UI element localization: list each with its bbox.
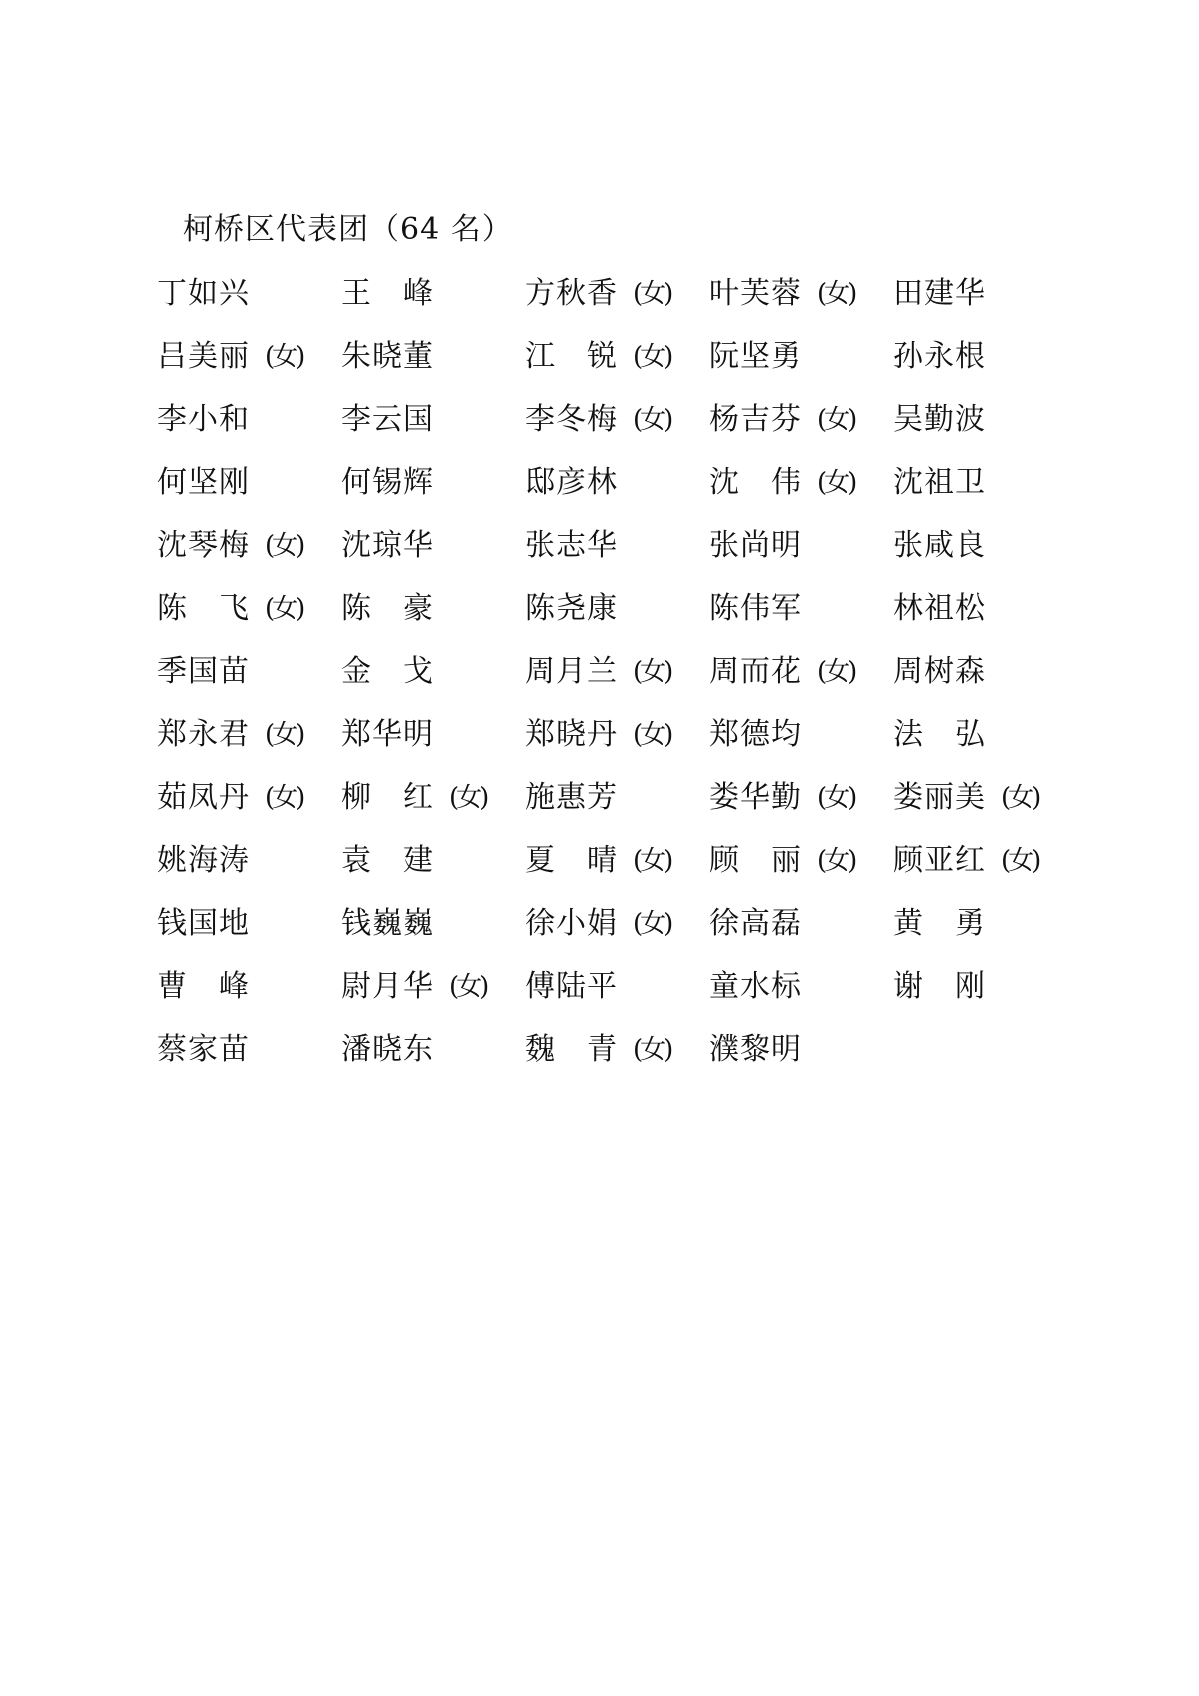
- member-name: 黄 勇: [893, 905, 986, 941]
- female-marker: (女): [633, 404, 671, 435]
- member-name: 顾亚红: [893, 842, 986, 878]
- member-name: 江 锐: [525, 338, 618, 374]
- female-marker: (女): [265, 341, 303, 372]
- member-name: 沈琴梅: [157, 527, 250, 563]
- member-entry: [341, 335, 525, 379]
- member-name: 孙永根: [893, 338, 986, 374]
- member-name: 姚海涛: [157, 842, 250, 878]
- member-name: 金 戈: [341, 653, 434, 689]
- member-name: 何坚刚: [157, 464, 250, 500]
- female-marker: (女): [817, 404, 855, 435]
- member-name: 柳 红: [341, 779, 434, 815]
- member-name: 周树森: [893, 653, 986, 689]
- member-entry: [341, 776, 525, 820]
- member-name: 吕美丽: [157, 338, 250, 374]
- member-entry: [157, 902, 341, 946]
- member-entry: [341, 1028, 525, 1072]
- member-name: 陈伟军: [709, 590, 802, 626]
- female-marker: (女): [633, 1034, 671, 1065]
- member-row: [157, 766, 1087, 829]
- member-entry: [525, 587, 709, 631]
- member-name: 徐小娟: [525, 905, 618, 941]
- member-entry: [157, 398, 341, 442]
- member-entry: [893, 650, 1077, 694]
- member-entry: [157, 524, 341, 568]
- female-marker: (女): [1001, 782, 1039, 813]
- member-name: 何锡辉: [341, 464, 434, 500]
- female-marker: (女): [1001, 845, 1039, 876]
- member-name: 沈琼华: [341, 527, 434, 563]
- member-row: [157, 577, 1087, 640]
- member-name: 叶芙蓉: [709, 275, 802, 311]
- member-name: 施惠芳: [525, 779, 618, 815]
- member-name: 娄丽美: [893, 779, 986, 815]
- page-title: 柯桥区代表团（64 名）: [183, 212, 513, 247]
- member-entry: [893, 587, 1077, 631]
- female-marker: (女): [633, 908, 671, 939]
- member-name: 郑晓丹: [525, 716, 618, 752]
- member-entry: [709, 524, 893, 568]
- member-entry: [341, 272, 525, 316]
- member-entry: [341, 398, 525, 442]
- member-name: 李小和: [157, 401, 250, 437]
- member-name: 郑华明: [341, 716, 434, 752]
- member-entry: [525, 839, 709, 883]
- member-row: [157, 388, 1087, 451]
- member-name: 濮黎明: [709, 1031, 802, 1067]
- member-entry: [525, 713, 709, 757]
- member-entry: [893, 335, 1077, 379]
- member-entry: [709, 587, 893, 631]
- member-name: 顾 丽: [709, 842, 802, 878]
- member-name: 阮坚勇: [709, 338, 802, 374]
- member-entry: [525, 524, 709, 568]
- member-entry: [341, 839, 525, 883]
- member-entry: [893, 776, 1077, 820]
- member-row: [157, 451, 1087, 514]
- member-entry: [709, 650, 893, 694]
- member-name: 童水标: [709, 968, 802, 1004]
- member-entry: [709, 776, 893, 820]
- member-entry: [525, 965, 709, 1009]
- member-name: 陈 飞: [157, 590, 250, 626]
- member-entry: [525, 1028, 709, 1072]
- member-entry: [341, 902, 525, 946]
- member-entry: [525, 335, 709, 379]
- female-marker: (女): [265, 593, 303, 624]
- member-entry: [893, 713, 1077, 757]
- member-entry: [341, 524, 525, 568]
- member-row: [157, 955, 1087, 1018]
- member-name: 张咸良: [893, 527, 986, 563]
- member-name: 张志华: [525, 527, 618, 563]
- member-row: [157, 514, 1087, 577]
- member-name: 沈 伟: [709, 464, 802, 500]
- member-row: [157, 262, 1087, 325]
- member-name: 周月兰: [525, 653, 618, 689]
- member-entry: [157, 776, 341, 820]
- member-row: [157, 892, 1087, 955]
- member-name: 季国苗: [157, 653, 250, 689]
- female-marker: (女): [265, 782, 303, 813]
- member-name: 邸彦林: [525, 464, 618, 500]
- member-name: 郑永君: [157, 716, 250, 752]
- member-entry: [893, 461, 1077, 505]
- member-entry: [709, 398, 893, 442]
- female-marker: (女): [265, 530, 303, 561]
- member-name: 陈 豪: [341, 590, 434, 626]
- member-name: 法 弘: [893, 716, 986, 752]
- member-name: 傅陆平: [525, 968, 618, 1004]
- member-entry: [157, 965, 341, 1009]
- member-name: 方秋香: [525, 275, 618, 311]
- member-name: 杨吉芬: [709, 401, 802, 437]
- female-marker: (女): [633, 341, 671, 372]
- member-entry: [341, 713, 525, 757]
- member-entry: [525, 398, 709, 442]
- member-name: 林祖松: [893, 590, 986, 626]
- female-marker: (女): [633, 719, 671, 750]
- member-name: 周而花: [709, 653, 802, 689]
- member-row: [157, 325, 1087, 388]
- member-grid: [157, 262, 1087, 1081]
- member-entry: [157, 650, 341, 694]
- female-marker: (女): [449, 782, 487, 813]
- member-entry: [157, 335, 341, 379]
- female-marker: (女): [817, 782, 855, 813]
- member-entry: [341, 650, 525, 694]
- member-name: 丁如兴: [157, 275, 250, 311]
- member-entry: [893, 398, 1077, 442]
- member-entry: [525, 461, 709, 505]
- member-name: 夏 晴: [525, 842, 618, 878]
- member-entry: [341, 461, 525, 505]
- member-name: 李冬梅: [525, 401, 618, 437]
- member-name: 茹凤丹: [157, 779, 250, 815]
- member-entry: [525, 776, 709, 820]
- member-row: [157, 640, 1087, 703]
- member-entry: [157, 587, 341, 631]
- member-entry: [341, 965, 525, 1009]
- member-name: 钱国地: [157, 905, 250, 941]
- member-entry: [893, 524, 1077, 568]
- female-marker: (女): [817, 656, 855, 687]
- member-name: 田建华: [893, 275, 986, 311]
- member-name: 娄华勤: [709, 779, 802, 815]
- member-entry: [157, 272, 341, 316]
- female-marker: (女): [817, 845, 855, 876]
- member-entry: [893, 965, 1077, 1009]
- member-name: 沈祖卫: [893, 464, 986, 500]
- member-entry: [341, 587, 525, 631]
- member-row: [157, 703, 1087, 766]
- member-entry: [709, 839, 893, 883]
- member-name: 徐高磊: [709, 905, 802, 941]
- member-entry: [157, 1028, 341, 1072]
- member-name: 张尚明: [709, 527, 802, 563]
- female-marker: (女): [817, 467, 855, 498]
- member-name: 曹 峰: [157, 968, 250, 1004]
- member-entry: [525, 902, 709, 946]
- member-name: 谢 刚: [893, 968, 986, 1004]
- member-entry: [157, 839, 341, 883]
- member-entry: [709, 713, 893, 757]
- member-name: 吴勤波: [893, 401, 986, 437]
- female-marker: (女): [633, 656, 671, 687]
- member-entry: [893, 272, 1077, 316]
- member-name: 尉月华: [341, 968, 434, 1004]
- member-entry: [709, 965, 893, 1009]
- member-entry: [157, 461, 341, 505]
- member-name: 李云国: [341, 401, 434, 437]
- member-name: 陈尧康: [525, 590, 618, 626]
- member-entry: [893, 902, 1077, 946]
- female-marker: (女): [449, 971, 487, 1002]
- member-name: 朱晓董: [341, 338, 434, 374]
- member-entry: [709, 272, 893, 316]
- member-entry: [893, 839, 1077, 883]
- member-row: [157, 1018, 1087, 1081]
- member-name: 钱巍巍: [341, 905, 434, 941]
- member-entry: [525, 272, 709, 316]
- member-row: [157, 829, 1087, 892]
- member-entry: [709, 461, 893, 505]
- female-marker: (女): [265, 719, 303, 750]
- member-entry: [709, 335, 893, 379]
- female-marker: (女): [633, 278, 671, 309]
- member-entry: [709, 1028, 893, 1072]
- member-entry: [709, 902, 893, 946]
- member-name: 蔡家苗: [157, 1031, 250, 1067]
- member-name: 魏 青: [525, 1031, 618, 1067]
- member-name: 郑德均: [709, 716, 802, 752]
- member-name: 潘晓东: [341, 1031, 434, 1067]
- member-name: 袁 建: [341, 842, 434, 878]
- member-entry: [525, 650, 709, 694]
- member-name: 王 峰: [341, 275, 434, 311]
- female-marker: (女): [633, 845, 671, 876]
- female-marker: (女): [817, 278, 855, 309]
- member-entry: [157, 713, 341, 757]
